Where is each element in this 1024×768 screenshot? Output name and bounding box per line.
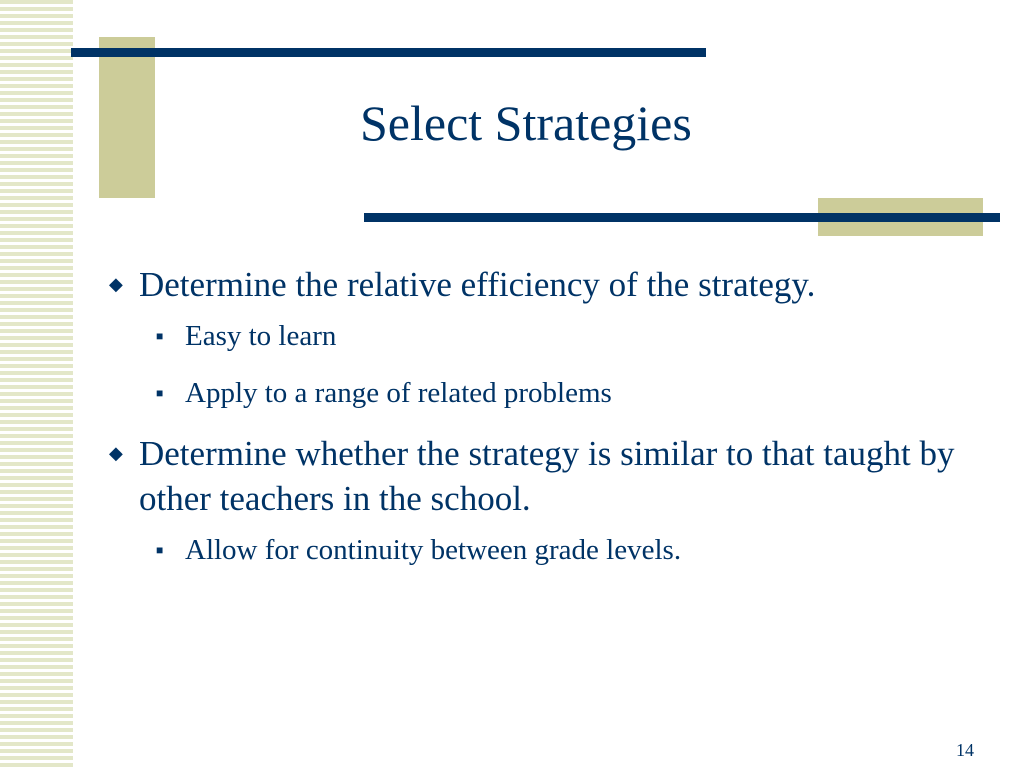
sub-bullet-text: Apply to a range of related problems — [185, 377, 612, 409]
decorative-rule-top — [71, 48, 706, 57]
bullet-item — [105, 262, 965, 307]
sub-bullet-text: Easy to learn — [185, 320, 337, 352]
sub-bullet-item — [105, 374, 965, 412]
sub-bullet-item — [105, 531, 965, 569]
bullet-item — [105, 431, 965, 521]
page-number: 14 — [956, 740, 974, 760]
sub-bullet-text: Allow for continuity between grade levels. — [185, 534, 682, 566]
diamond-bullet-icon: ◆ — [109, 443, 123, 463]
slide-title: Select Strategies — [360, 95, 692, 151]
slide-content — [105, 262, 965, 588]
square-bullet-icon: ■ — [156, 329, 164, 343]
sub-bullet-item — [105, 317, 965, 355]
square-bullet-icon: ■ — [156, 543, 164, 557]
diamond-bullet-icon: ◆ — [109, 274, 123, 294]
decorative-stripe-bar — [0, 0, 73, 768]
decorative-tan-block-top — [99, 37, 155, 198]
decorative-rule-bottom — [364, 213, 1000, 222]
bullet-text: Determine the relative efficiency of the strategy. — [139, 265, 816, 304]
square-bullet-icon: ■ — [156, 386, 164, 400]
bullet-text: Determine whether the strategy is similar to that taught by other teachers in the school. — [139, 434, 955, 518]
